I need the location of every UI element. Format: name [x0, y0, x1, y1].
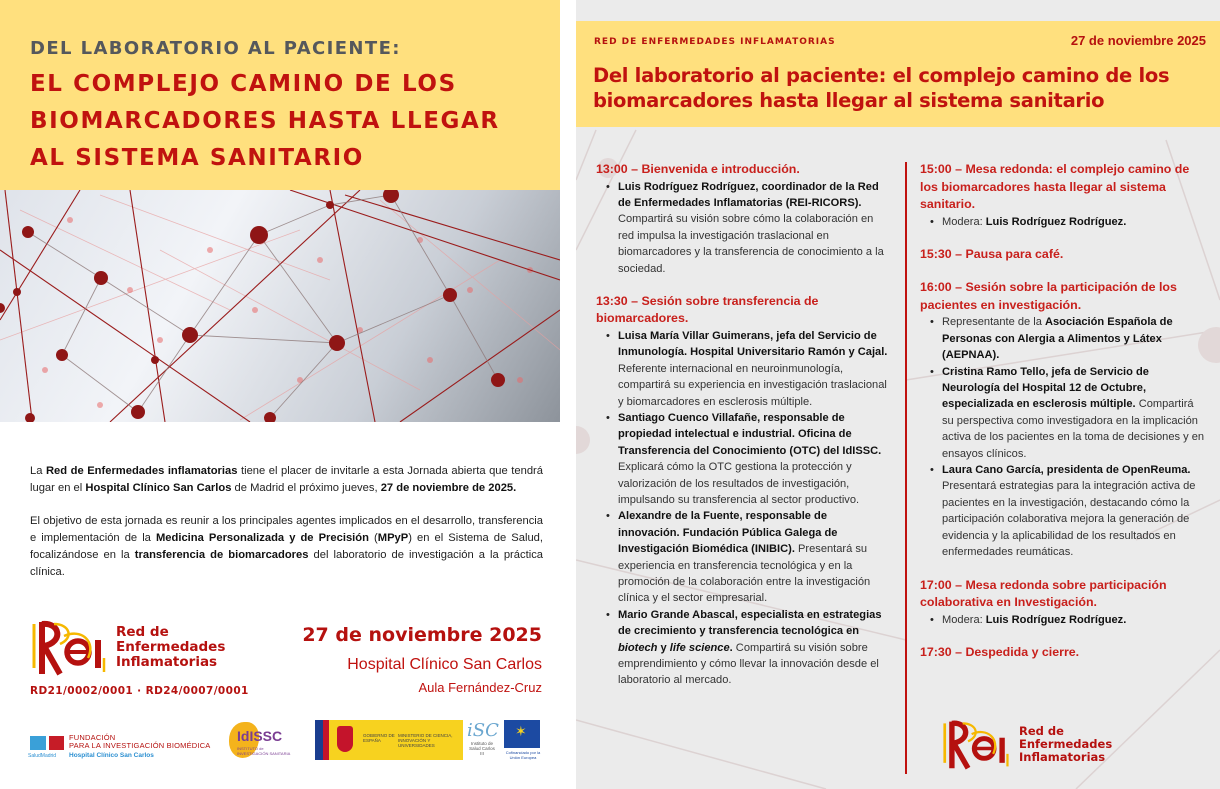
speaker-item [606, 607, 888, 689]
program-column-left [596, 161, 888, 705]
header-subtitle: DEL LABORATORIO AL PACIENTE: [30, 38, 401, 59]
speaker-list [606, 328, 888, 689]
speaker-name: biotech [618, 641, 658, 654]
isc-label: Instituto de Salud Carlos III [469, 741, 495, 756]
header-title-line: EL COMPLEJO CAMINO DE LOS [30, 71, 457, 97]
header-title [30, 66, 560, 177]
idissc-label: IdISSC [237, 728, 283, 744]
slot-title: 13:30 – Sesión sobre transferencia de biomarcadores. [596, 293, 819, 326]
header-title-line: AL SISTEMA SANITARIO [30, 145, 364, 171]
slot-title: 15:30 – Pausa para café. [920, 246, 1064, 261]
program-slot [920, 279, 1205, 560]
speaker-name: Asociación Española de Personas con Alergia a Alimentos y Látex (AEPNAA). [942, 316, 1173, 362]
program-slot [920, 577, 1205, 628]
eu-stripe [315, 720, 323, 760]
speaker-item [606, 328, 888, 410]
speaker-item [930, 364, 1205, 462]
molecular-network-illustration [0, 190, 560, 422]
program-page [576, 0, 1220, 789]
invitation-page [0, 0, 560, 789]
coat-of-arms-icon [337, 726, 353, 752]
salud-madrid-label: SaludMadrid [28, 753, 57, 759]
speaker-list [930, 612, 1205, 628]
event-venue: Hospital Clínico San Carlos [347, 656, 542, 673]
speaker-list [930, 314, 1205, 560]
text-run: ) en el Sistema de Salud, focalizándose en la [30, 532, 543, 561]
idissc-logo [229, 722, 294, 762]
program-title: Del laboratorio al paciente: el complejo camino de los biomarcadores hasta llegar al sistema sanitario [593, 64, 1170, 112]
fundacion-line: FUNDACIÓN [69, 733, 116, 742]
eu-label: Cofinanciado por la Unión Europea [505, 750, 541, 760]
speaker-description: Presentará su experiencia en transferencia tecnológica y en la promoción de la colaboración entre la investigación clínica y el sector empresarial. [618, 543, 871, 605]
bold-text: MPyP [377, 532, 409, 544]
slot-title: 16:00 – Sesión sobre la participación de los pacientes en investigación. [920, 280, 1177, 312]
event-room: Aula Fernández-Cruz [418, 680, 542, 695]
salud-madrid-cube-icon [30, 736, 46, 750]
sponsor-logos [25, 720, 545, 762]
speaker-description: Modera: [942, 215, 986, 228]
invitation-header [0, 0, 560, 190]
program-slot [920, 246, 1205, 264]
speaker-name: Alexandre de la Fuente, responsable de innovación. Fundación Pública Galega de Investigación Biomédica (INIBIC). [618, 510, 838, 556]
isc-mark: iSC [467, 720, 499, 741]
text-run: ( [368, 532, 378, 544]
program-date: 27 de noviembre 2025 [1070, 33, 1206, 48]
gobierno-label: GOBIERNO DE ESPAÑA [363, 733, 395, 743]
slot-title: 17:00 – Mesa redonda sobre participación colaborativa en Investigación. [920, 577, 1167, 609]
rei-logo-text [1019, 725, 1112, 764]
program-slot [596, 293, 888, 689]
rei-logo-line: Inflamatorias [116, 653, 218, 670]
speaker-description: Compartirá su visión sobre emprendimiento y cómo llevar la innovación desde el laboratorio al mercado. [618, 641, 879, 687]
madrid-flag-icon [49, 736, 64, 750]
event-info [302, 624, 542, 695]
eu-flag-icon [504, 720, 540, 748]
bold-text: Red de Enfermedades inflamatorias [45, 465, 238, 477]
slot-title: 15:00 – Mesa redonda: el complejo camino de los biomarcadores hasta llegar al sistema sanitario. [920, 162, 1190, 211]
speaker-description: Referente internacional en neuroinmunología, compartirá su experiencia en investigación traslacional y biomarcadores en esclerosis múltiple. [618, 362, 887, 408]
fundacion-logo [25, 734, 215, 762]
rei-logo-footer [941, 718, 1112, 770]
text-run: El objetivo de esta jornada es reunir a los principales agentes implicados en el desarrollo, transferencia e implementación de la [30, 515, 543, 544]
event-date: 27 de noviembre 2025 [302, 624, 542, 646]
spain-stripe [323, 720, 329, 760]
idissc-sub: INSTITUTO de INVESTIGACIÓN SANITARIA [237, 746, 291, 756]
rei-logo-mark [941, 718, 1013, 770]
program-slot [920, 161, 1205, 230]
speaker-list [606, 179, 888, 277]
fundacion-hospital: Hospital Clínico San Carlos [69, 752, 154, 759]
rei-logo-line: Enfermedades [1019, 736, 1113, 751]
isciii-logo [467, 720, 497, 762]
speaker-name: Luis Rodríguez Rodríguez. [985, 613, 1127, 626]
program-column-right [920, 161, 1205, 677]
speaker-name: Luis Rodríguez Rodríguez, coordinador de la Red de Enfermedades Inflamatorias (REI-RICORS). [618, 180, 879, 209]
rei-logo-line: Red de [116, 623, 169, 640]
program-slot [920, 644, 1205, 662]
bold-text: Hospital Clínico San Carlos [85, 482, 232, 494]
text-run: del laboratorio de investigación a la práctica clínica. [30, 549, 544, 578]
slot-title: 13:00 – Bienvenida e introducción. [596, 162, 800, 176]
bold-text: 27 de noviembre de 2025. [380, 482, 517, 494]
gobierno-espana-logo [315, 720, 463, 760]
fundacion-line: PARA LA INVESTIGACIÓN BIOMÉDICA [69, 741, 211, 750]
speaker-name: Santiago Cuenco Villafañe, responsable de propiedad intelectual e industrial. Oficina de Transferencia del Conocimiento (OTC) del IdISSC. [618, 411, 882, 457]
speaker-item [606, 508, 888, 606]
speaker-item [930, 612, 1205, 628]
speaker-item [930, 214, 1205, 230]
rei-logo [30, 618, 225, 676]
column-divider [905, 162, 907, 774]
speaker-name: Luisa María Villar Guimerans, jefa del Servicio de Inmunología. Hospital Universitario Ramón y Cajal. [618, 329, 888, 359]
speaker-name: life science [669, 641, 730, 654]
speaker-list [930, 214, 1205, 230]
program-header [576, 21, 1220, 127]
grant-codes: RD21/0002/0001 · RD24/0007/0001 [30, 685, 249, 697]
rei-logo-text [116, 625, 225, 670]
rei-logo-line: Enfermedades [116, 638, 226, 655]
speaker-name: y [657, 641, 670, 654]
speaker-name: Luis Rodríguez Rodríguez. [985, 215, 1127, 228]
bold-text: transferencia de biomarcadores [134, 549, 309, 561]
program-slot [596, 161, 888, 277]
header-title-line: BIOMARCADORES HASTA LLEGAR [30, 108, 500, 134]
speaker-description: Presentará estrategias para la integración activa de pacientes en la investigación, destacando cómo la participación colaborativa mejora la generación de evidencia y la aplicabilidad de los resultados en enfermedades reumáticas. [942, 480, 1196, 559]
speaker-description: Explicará cómo la OTC gestiona la protección y valorización de los resultados de investigación, impulsando su transferencia al sector productivo. [618, 461, 860, 506]
speaker-item [606, 410, 888, 508]
invitation-intro [30, 463, 543, 581]
speaker-name: Cristina Ramo Tello, jefa de Servicio de Neurología del Hospital 12 de Octubre, especializada en esclerosis múltiple. [942, 365, 1149, 411]
speaker-name: Laura Cano García, presidenta de OpenReuma. [942, 464, 1191, 477]
rei-logo-line: Inflamatorias [1019, 749, 1106, 764]
network-hero-image [0, 190, 560, 422]
organization-name: RED DE ENFERMEDADES INFLAMATORIAS [594, 37, 836, 47]
eu-cofunded-logo [504, 720, 542, 762]
speaker-item [606, 179, 888, 277]
text-run: tiene el placer de invitarle a esta Jornada abierta que tendrá lugar en el [30, 465, 543, 494]
rei-logo-line: Red de [1019, 723, 1064, 738]
text-run: La [30, 465, 46, 477]
intro-paragraph-2 [30, 513, 543, 581]
text-run: de Madrid el próximo jueves, [231, 482, 381, 494]
speaker-description: Compartirá su perspectiva como investigadora en la implicación activa de los pacientes en la toma de decisiones y en ensayos clínicos. [942, 398, 1205, 460]
speaker-item [930, 462, 1205, 560]
ministerio-label: MINISTERIO DE CIENCIA, INNOVACIÓN Y UNIVERSIDADES [398, 733, 453, 748]
speaker-description: Modera: [942, 613, 986, 626]
slot-title: 17:30 – Despedida y cierre. [920, 644, 1080, 659]
rei-logo-mark [30, 618, 110, 676]
bold-text: Medicina Personalizada y de Precisión [155, 532, 369, 544]
intro-paragraph-1 [30, 463, 543, 497]
speaker-description: Compartirá su visión sobre cómo la colaboración en red impulsa la investigación traslacional en biomarcadores y la transferencia de conocimiento a la sociedad. [618, 213, 884, 275]
speaker-item [930, 314, 1205, 363]
speaker-name: . [729, 641, 733, 654]
speaker-description: Representante de la [942, 316, 1045, 329]
speaker-name: Mario Grande Abascal, especialista en estrategias de crecimiento y transferencia tecnológica en [618, 608, 882, 638]
